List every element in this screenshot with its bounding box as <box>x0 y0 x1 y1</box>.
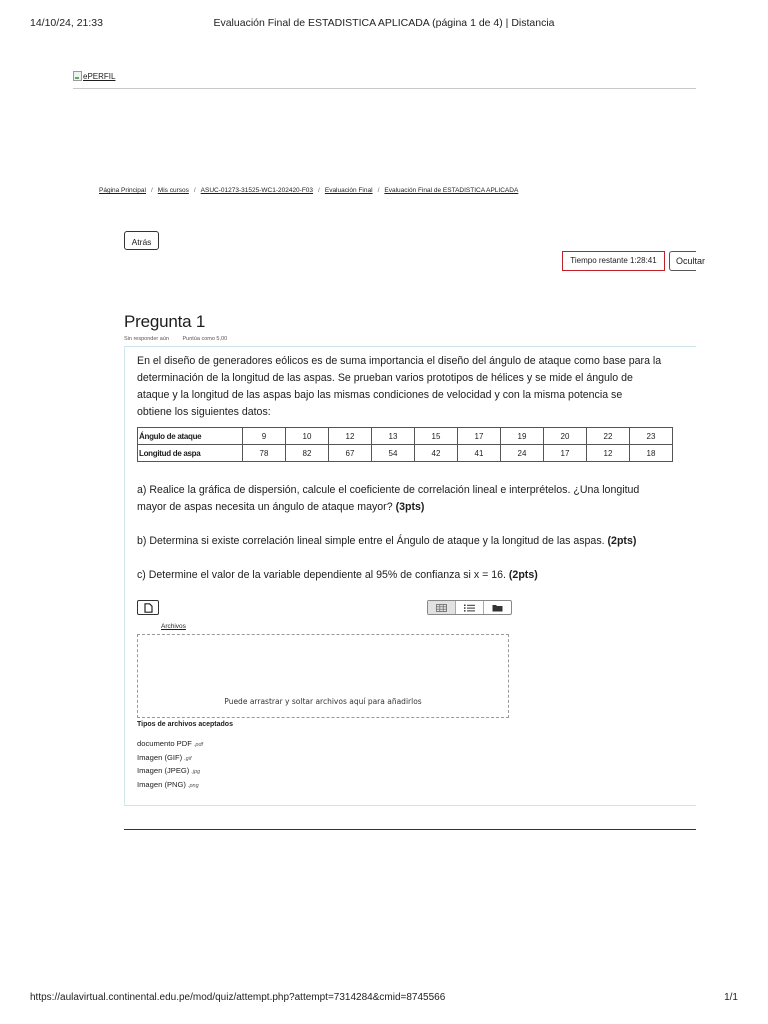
file-type-name: documento PDF <box>137 739 192 748</box>
question-text-line: ataque y la longitud de las aspas bajo las mismas condiciones de velocidad y con la misma potencia se <box>137 389 623 401</box>
folder-view-icon <box>492 604 503 612</box>
breadcrumb-section[interactable]: Evaluación Final <box>324 187 373 194</box>
back-button[interactable]: Atrás <box>124 231 159 250</box>
row-header-angle: Ángulo de ataque <box>138 428 243 445</box>
file-type-ext: .gif <box>184 755 192 762</box>
question-status: Sin responder aún <box>124 336 169 342</box>
question-text <box>137 353 712 421</box>
table-cell: 41 <box>458 445 501 462</box>
hide-timer-button[interactable]: Ocultar <box>669 251 696 271</box>
profile-logo-link[interactable] <box>73 71 115 81</box>
breadcrumb-my-courses[interactable]: Mis cursos <box>157 187 189 194</box>
question-content <box>124 346 696 806</box>
part-b-text: b) Determina si existe correlación lineal simple entre el Ángulo de ataque y la longitud de las aspas. <box>137 535 605 547</box>
question-text-line: obtiene los siguientes datos: <box>137 406 271 418</box>
folder-view-button[interactable] <box>484 601 511 614</box>
list-view-button[interactable] <box>456 601 484 614</box>
list-item <box>137 753 203 767</box>
row-header-length: Longitud de aspa <box>138 445 243 462</box>
part-a-text: mayor de aspas necesita un ángulo de ataque mayor? <box>137 501 393 513</box>
table-cell: 9 <box>243 428 286 445</box>
file-type-ext: .pdf <box>193 742 204 748</box>
part-c-points: (2pts) <box>508 569 538 581</box>
table-cell: 24 <box>501 445 544 462</box>
table-cell: 22 <box>587 428 630 445</box>
print-header <box>30 17 738 31</box>
table-cell: 78 <box>243 445 286 462</box>
file-type-ext: .jpg <box>191 769 201 775</box>
table-cell: 17 <box>544 445 587 462</box>
print-datetime: 14/10/24, 21:33 <box>30 17 103 29</box>
table-cell: 82 <box>286 445 329 462</box>
breadcrumb-separator: / <box>377 187 380 194</box>
part-a-points: (3pts) <box>395 501 425 513</box>
breadcrumb-course[interactable]: ASUC-01273-31525-WC1-202420-F03 <box>200 187 314 194</box>
breadcrumb-separator: / <box>318 187 320 194</box>
site-header <box>73 68 696 89</box>
file-dropzone[interactable] <box>137 634 509 718</box>
breadcrumb-quiz[interactable]: Evaluación Final de ESTADISTICA APLICADA <box>384 187 519 194</box>
table-cell: 19 <box>501 428 544 445</box>
files-folder-link[interactable]: Archivos <box>161 623 186 630</box>
part-c-text: c) Determine el valor de la variable dependiente al 95% de confianza si x = 16. <box>137 569 506 581</box>
view-switcher <box>427 600 512 615</box>
table-row <box>138 428 673 445</box>
logo-alt-text: ePERFIL <box>83 71 116 81</box>
add-file-button[interactable] <box>137 600 159 615</box>
question-grade: Puntúa como 5,00 <box>182 336 228 342</box>
file-type-name: Imagen (GIF) <box>137 752 183 762</box>
accepted-types-heading: Tipos de archivos aceptados <box>137 721 233 728</box>
print-page-number: 1/1 <box>724 992 738 1003</box>
file-type-ext: .png <box>187 782 199 789</box>
part-b-points: (2pts) <box>607 535 637 547</box>
question-text-line: En el diseño de generadores eólicos es de suma importancia el diseño del ángulo de ataque como base para la <box>137 355 662 367</box>
data-table <box>137 427 673 462</box>
question-info <box>124 336 227 342</box>
breadcrumb-separator: / <box>150 187 153 194</box>
print-url: https://aulavirtual.continental.edu.pe/mod/quiz/attempt.php?attempt=7314284&cmid=8745566 <box>30 992 446 1003</box>
breadcrumb-separator: / <box>193 187 196 194</box>
table-cell: 13 <box>372 428 415 445</box>
file-icon <box>144 603 153 613</box>
print-footer <box>30 992 738 1006</box>
table-cell: 54 <box>372 445 415 462</box>
part-a-line1: a) Realice la gráfica de dispersión, calcule el coeficiente de correlación lineal e interprételos. ¿Una longitud <box>137 484 640 496</box>
table-cell: 18 <box>630 445 673 462</box>
breadcrumb <box>99 187 518 194</box>
dropzone-hint: Puede arrastrar y soltar archivos aquí para añadirlos <box>224 697 422 706</box>
part-a-line2 <box>137 499 424 516</box>
table-cell: 10 <box>286 428 329 445</box>
table-cell: 12 <box>329 428 372 445</box>
accepted-types-list <box>137 739 203 793</box>
part-b <box>137 533 636 550</box>
table-cell: 17 <box>458 428 501 445</box>
breadcrumb-home[interactable]: Página Principal <box>99 187 146 194</box>
grid-view-icon <box>436 604 447 612</box>
time-remaining: Tiempo restante 1:28:41 <box>562 251 665 271</box>
file-type-name: Imagen (JPEG) <box>137 766 190 775</box>
table-row <box>138 445 673 462</box>
list-item <box>137 766 203 780</box>
table-cell: 67 <box>329 445 372 462</box>
section-divider <box>124 829 696 830</box>
table-cell: 23 <box>630 428 673 445</box>
list-item <box>137 739 203 753</box>
list-view-icon <box>464 604 475 612</box>
table-cell: 20 <box>544 428 587 445</box>
question-text-line: determinación de la longitud de las aspas. Se prueban varios prototipos de hélices y se mide el ángulo de <box>137 372 633 384</box>
part-c <box>137 567 538 584</box>
print-page-title: Evaluación Final de ESTADISTICA APLICADA (página 1 de 4) | Distancia <box>213 17 555 29</box>
list-item <box>137 780 203 794</box>
table-cell: 12 <box>587 445 630 462</box>
table-cell: 42 <box>415 445 458 462</box>
file-type-name: Imagen (PNG) <box>137 779 186 789</box>
question-title: Pregunta 1 <box>124 312 206 331</box>
table-cell: 15 <box>415 428 458 445</box>
broken-image-icon <box>73 71 82 81</box>
grid-view-button[interactable] <box>428 601 456 614</box>
